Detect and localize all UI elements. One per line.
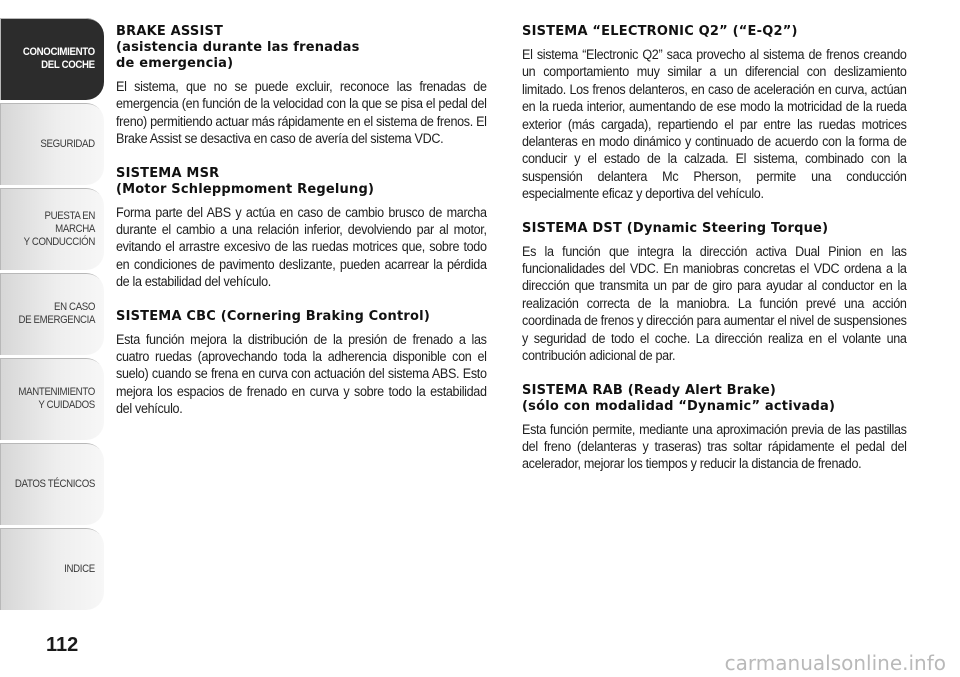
right-column — [522, 24, 908, 491]
section-text: Esta función mejora la distribución de la presión de frenado a las cuatro ruedas (aprovechando toda la adherencia disponible con el suelo) cuando se frena en curva con actuación del sistema ABS. Esto mejora los espacios de frenado en curva y sobre todo la estabilidad del vehículo. — [116, 331, 487, 417]
section-text: El sistema “Electronic Q2” saca provecho al sistema de frenos creando un comportamiento muy similar a un diferencial con deslizamiento limitado. Los frenos delanteros, en caso de aceleración en curva, actúan en la rueda interior, aumentando de ese modo la motricidad de la rueda exterior (más cargada), repartiendo el par entre las ruedas motrices delanteras en modo dinámico y continuado de acuerdo con la forma de conducir y el estado de la calzada. El sistema, combinado con la suspensión delantera Mc Pherson, permite una conducción especialmente eficaz y deportiva del vehículo. — [522, 47, 907, 202]
left-column — [116, 24, 488, 436]
heading-line: (sólo con modalidad “Dynamic” activada) — [522, 398, 836, 414]
section-heading — [522, 221, 908, 237]
section-dst — [522, 221, 908, 365]
heading-line: (asistencia durante las frenadas — [116, 40, 360, 55]
tab-seguridad[interactable] — [0, 103, 104, 185]
section-text: Es la función que integra la dirección activa Dual Pinion en las funcionalidades del VDC. En maniobras concretas el VDC ordena a la dirección que transmita un par de giro para ayudar al conductor en la realización correcta de la maniobra. La función prevé una acción coordinada de frenos y dirección para aumentar el nivel de suspensiones y seguridad de todo el coche. La dirección realiza en el volante una contribución adicional de par. — [522, 243, 907, 364]
tab-conocimiento-del-coche[interactable] — [0, 18, 104, 100]
tab-datos-tecnicos[interactable] — [0, 443, 104, 525]
tab-label: CONOCIMIENTO DEL COCHE — [23, 46, 95, 71]
section-msr — [116, 166, 488, 291]
heading-line: SISTEMA RAB (Ready Alert Brake) — [522, 382, 777, 398]
tab-label: EN CASO DE EMERGENCIA — [18, 301, 95, 326]
section-electronic-q2 — [522, 24, 908, 203]
section-brake-assist — [116, 24, 488, 148]
heading-line: SISTEMA CBC (Cornering Braking Control) — [116, 308, 430, 324]
section-tabs — [0, 18, 104, 613]
tab-indice[interactable] — [0, 528, 104, 610]
tab-mantenimiento[interactable] — [0, 358, 104, 440]
tab-label: DATOS TÉCNICOS — [14, 477, 95, 490]
tab-label: MANTENIMIENTO Y CUIDADOS — [18, 386, 95, 411]
heading-line: BRAKE ASSIST — [116, 24, 224, 39]
tab-en-caso-de-emergencia[interactable] — [0, 273, 104, 355]
section-heading — [522, 383, 908, 415]
section-text: Esta función permite, mediante una aproximación previa de las pastillas del freno (delanteras y traseras) tras soltar rápidamente el pedal del acelerador, mejorar los tiempos y reducir la distancia de frenado. — [522, 421, 907, 472]
tab-label: SEGURIDAD — [40, 137, 95, 150]
heading-line: SISTEMA “ELECTRONIC Q2” (“E-Q2”) — [522, 24, 798, 39]
watermark-text: carmanualsonline.info — [724, 651, 946, 675]
heading-line: (Motor Schleppmoment Regelung) — [116, 181, 375, 197]
section-heading — [522, 24, 908, 40]
tab-label: INDICE — [64, 562, 95, 575]
section-heading — [116, 24, 488, 72]
section-text: Forma parte del ABS y actúa en caso de cambio brusco de marcha durante el cambio a una relación inferior, devolviendo par al motor, evitando el arrastre excesivo de las ruedas motrices que, sobre todo en condiciones de pavimento deslizante, pueden acarrear la pérdida de la estabilidad del vehículo. — [116, 204, 487, 290]
heading-line: SISTEMA DST (Dynamic Steering Torque) — [522, 220, 829, 236]
section-cbc — [116, 309, 488, 418]
heading-line: SISTEMA MSR — [116, 165, 220, 181]
tab-label: PUESTA EN MARCHA Y CONDUCCIÓN — [23, 209, 95, 248]
tab-puesta-en-marcha[interactable] — [0, 188, 104, 270]
page-number: 112 — [46, 634, 79, 656]
heading-line: de emergencia) — [116, 56, 234, 71]
section-heading — [116, 309, 488, 325]
section-rab — [522, 383, 908, 473]
section-heading — [116, 166, 488, 198]
section-text: El sistema, que no se puede excluir, reconoce las frenadas de emergencia (en función de la velocidad con la que se pisa el pedal del freno) permitiendo actuar más rápidamente en el sistema de frenos. El Brake Assist se desactiva en caso de avería del sistema VDC. — [116, 79, 487, 147]
